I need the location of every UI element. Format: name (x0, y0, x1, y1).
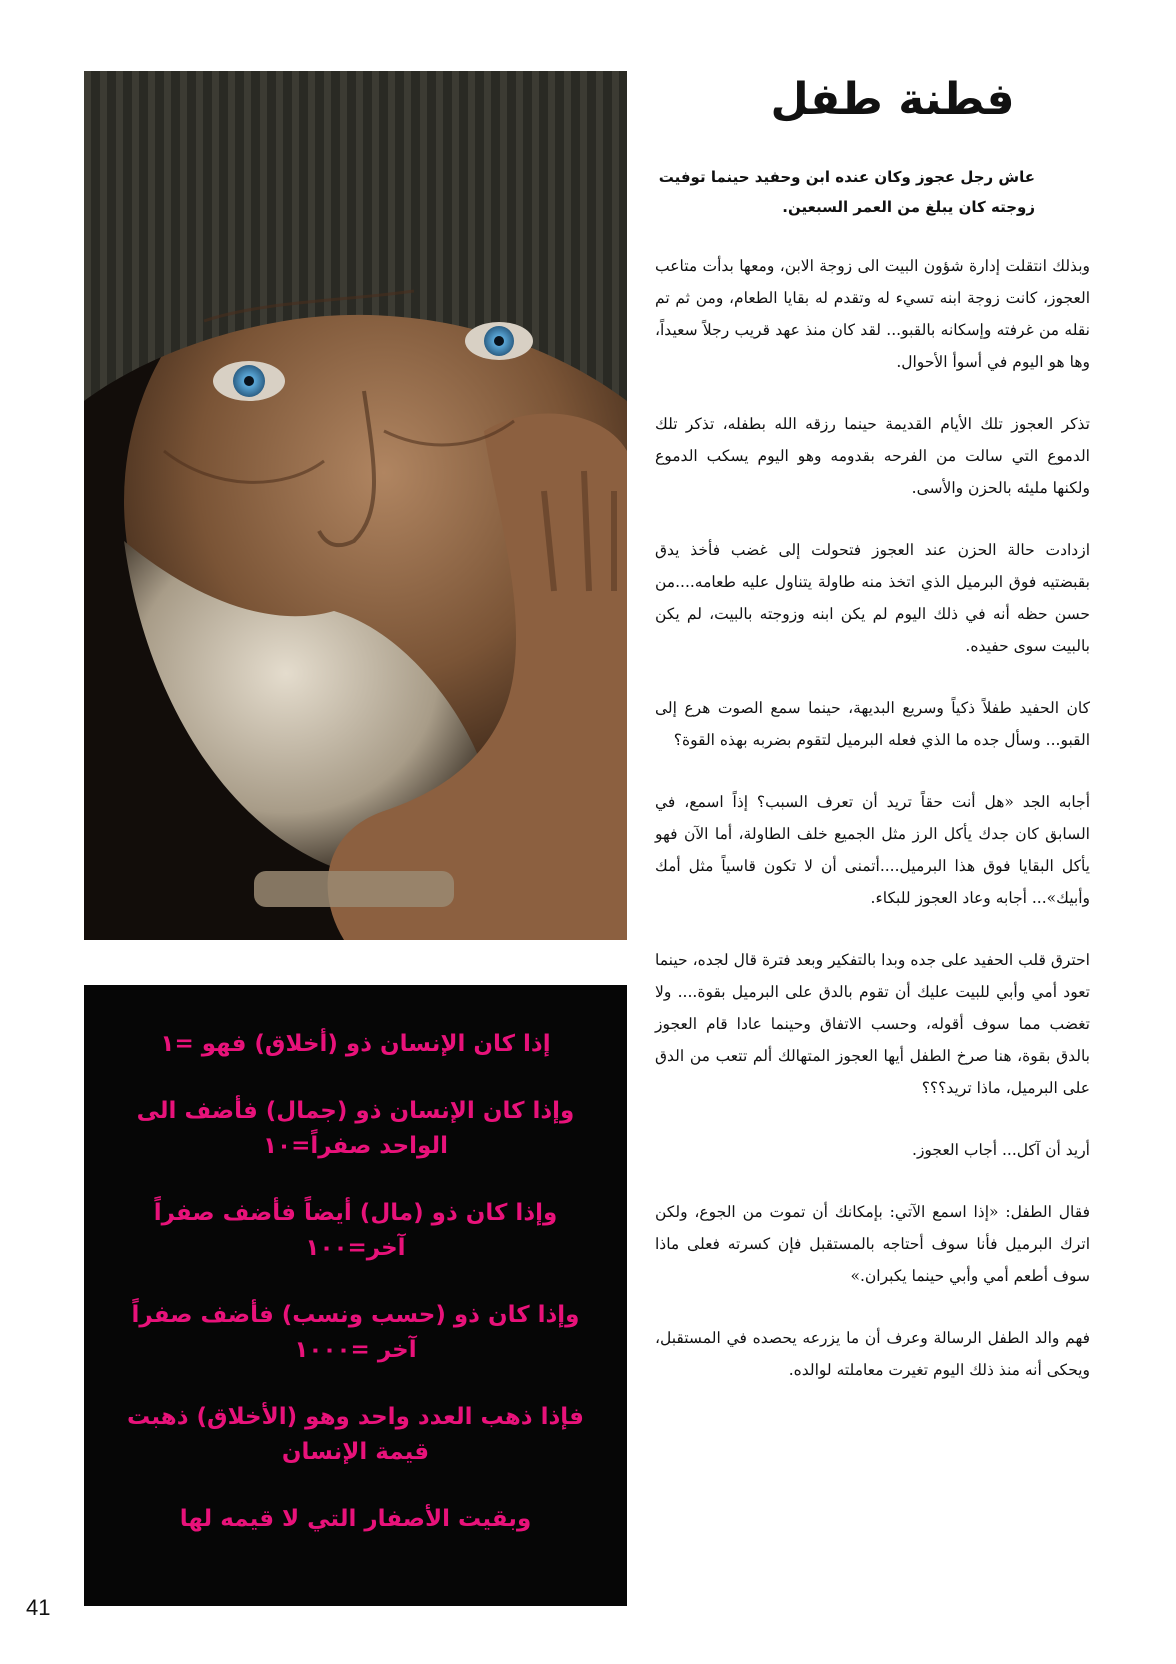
article-paragraph: ازدادت حالة الحزن عند العجوز فتحولت إلى غضب فأخذ يدق بقبضتيه فوق البرميل الذي اتخذ منه طاولة يتناول عليه طعامه....من حسن حظه أنه في ذلك اليوم لم يكن ابنه وزوجته بالبيت، لم يكن بالبيت سوى حفيده. (655, 541, 1090, 655)
article-paragraph: فقال الطفل: «إذا اسمع الآتي: بإمكانك أن تموت من الجوع، ولكن اترك البرميل فأنا سوف أحتاجه بالمستقبل فإن كسرته فعلى ماذا سوف أطعم أمي وأبي حينما يكبران.» (655, 1203, 1090, 1285)
portrait-illustration (84, 71, 627, 940)
quote-line: وإذا كان ذو (مال) أيضاً فأضف صفراً آخر=١٠٠ (153, 1200, 558, 1261)
quote-box (84, 985, 627, 1606)
article-paragraph: احترق قلب الحفيد على جده وبدا بالتفكير وبعد فترة قال لجده، حينما تعود أمي وأبي للبيت عليك أن تقوم بالدق على البرميل بقوة.... ولا تغضب مما سوف أقوله، وحسب الاتفاق وحينما عادا قام العجوز بالدق بقوة، هنا صرخ الطفل أيها العجوز المتهالك ألم تتعب من الدق على البرميل، ماذا تريد؟؟؟ (655, 951, 1090, 1097)
quote-line: وبقيت الأصفار التي لا قيمه لها (179, 1506, 532, 1532)
quote-line: إذا كان الإنسان ذو (أخلاق) فهو =١ (160, 1031, 551, 1057)
article-paragraph: كان الحفيد طفلاً ذكياً وسريع البديهة، حينما سمع الصوت هرع إلى القبو... وسأل جده ما الذي فعله البرميل لتقوم بضربه بهذه القوة؟ (655, 699, 1090, 749)
quote-line: فإذا ذهب العدد واحد وهو (الأخلاق) ذهبت قيمة الإنسان (127, 1404, 584, 1465)
quote-line: وإذا كان ذو (حسب ونسب) فأضف صفراً آخر =١٠٠٠ (131, 1302, 580, 1363)
article-paragraph: وبذلك انتقلت إدارة شؤون البيت الى زوجة الابن، ومعها بدأت متاعب العجوز، كانت زوجة ابنه تسيء له وتقدم له بقايا الطعام، ومن ثم تم نقله من غرفته وإسكانه بالقبو... لقد كان منذ عهد قريب رجلاً سعيداً، وها هو اليوم في أسوأ الأحوال. (655, 257, 1090, 371)
article-column (655, 68, 1090, 1416)
article-intro: عاش رجل عجوز وكان عنده ابن وحفيد حينما توفيت زوجته كان يبلغ من العمر السبعين. (658, 168, 1035, 216)
old-man-portrait-photo (84, 71, 627, 940)
quote-line: وإذا كان الإنسان ذو (جمال) فأضف الى الواحد صفراً=١٠ (136, 1098, 575, 1159)
article-paragraph: فهم والد الطفل الرسالة وعرف أن ما يزرعه يحصده في المستقبل، ويحكى أنه منذ ذلك اليوم تغيرت معاملته لوالده. (655, 1329, 1090, 1379)
article-paragraph: أجابه الجد «هل أنت حقاً تريد أن تعرف السبب؟ إذاً اسمع، في السابق كان جدك يأكل الرز مثل الجميع خلف الطاولة، أما الآن فهو يأكل البقايا فوق هذا البرميل....أتمنى أن لا تكون قاسياً مثل أمك وأبيك»... أجابه وعاد العجوز للبكاء. (655, 793, 1090, 907)
article-paragraph: تذكر العجوز تلك الأيام القديمة حينما رزقه الله بطفله، تذكر تلك الدموع التي سالت من الفرحه بقدومه وهو اليوم يسكب الدموع ولكنها مليئه بالحزن والأسى. (655, 415, 1090, 497)
page-number: 41 (26, 1595, 51, 1620)
article-title: فطنة طفل (770, 74, 1015, 125)
article-paragraph: أريد أن آكل... أجاب العجوز. (912, 1141, 1090, 1159)
